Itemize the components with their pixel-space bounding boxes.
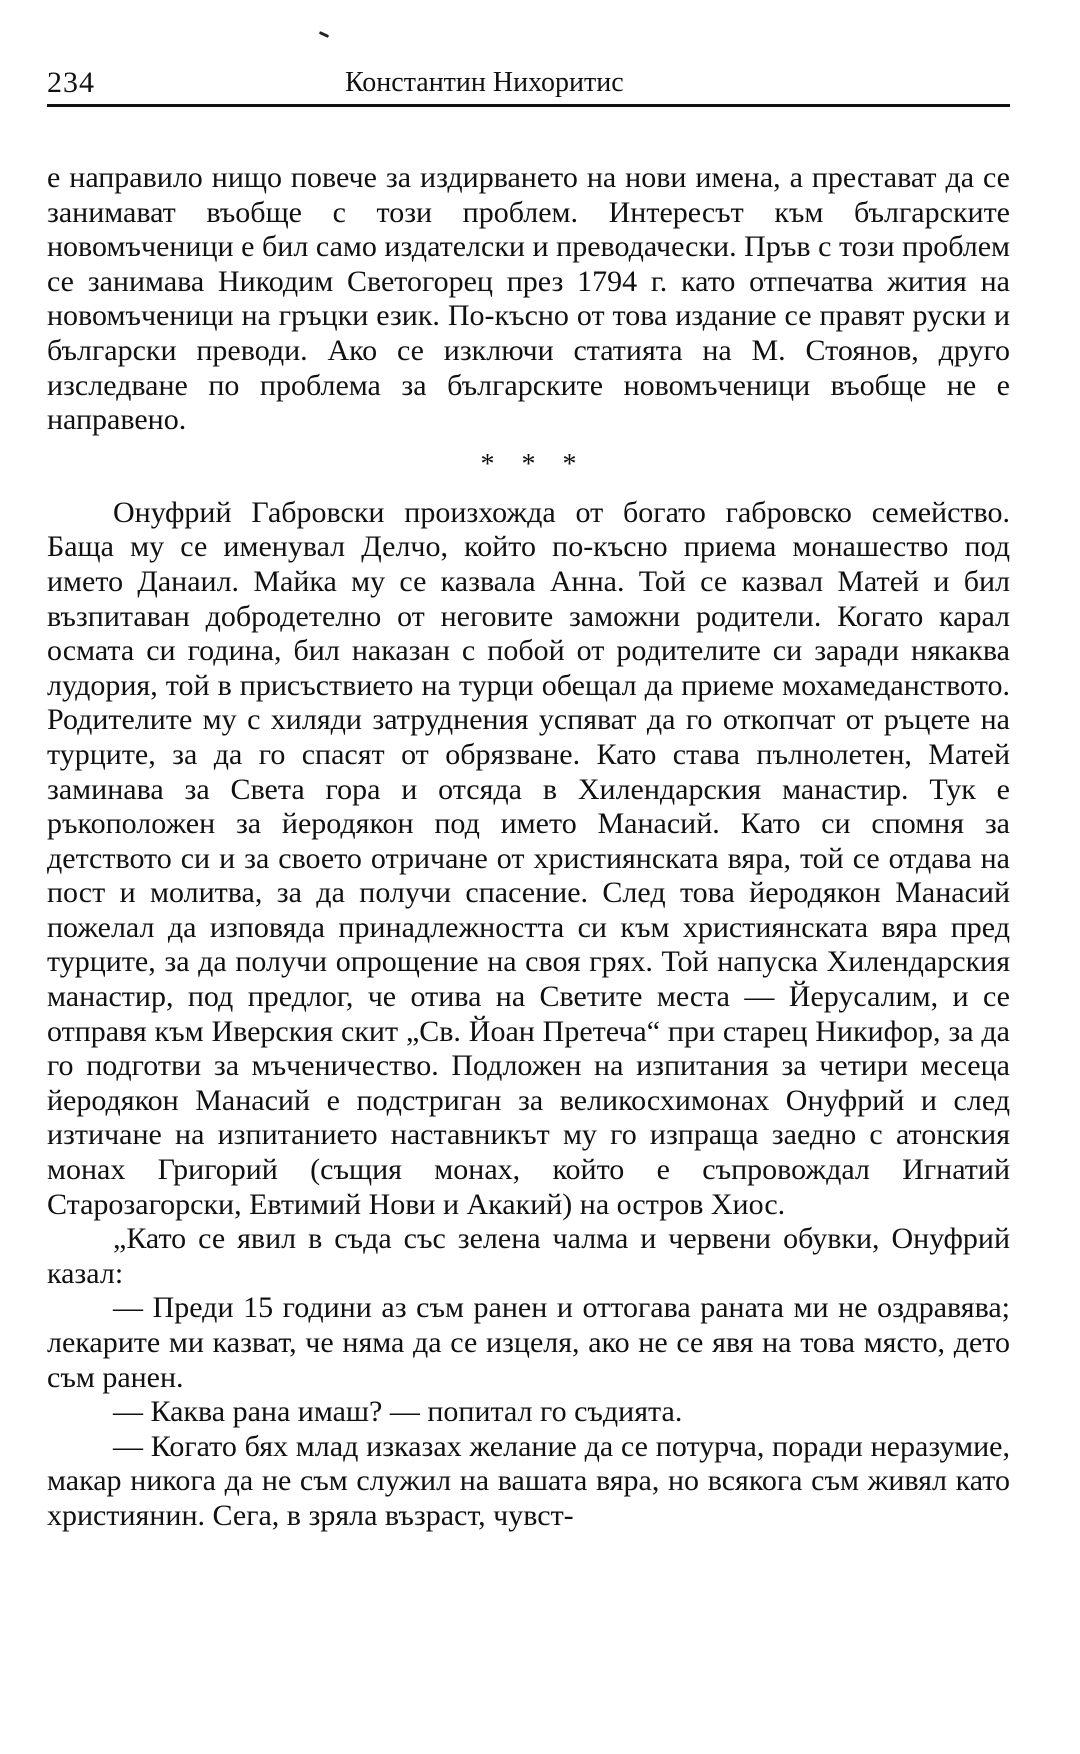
dialogue-line: — Преди 15 години аз съм ранен и оттогава раната ми не оздравява; лекарите ми казват, че няма да се изцеля, ако не се явя на това място, дето съм ранен. [47,1291,1010,1394]
body-text [47,161,1010,1534]
paragraph-quote: „Като се явил в съда със зелена чалма и червени обувки, Онуфрий казал: [47,1222,1010,1290]
page-number: 234 [47,66,95,99]
paragraph-continuation: е направило нищо повече за издирването на нови имена, а престават да се занимават въобще с този проблем. Интересът към българските новомъченици е бил само издателски и преводачески. Пръв с този проблем се занимава Никодим Светогорец през 1794 г. като отпечатва жития на новомъченици на гръцки език. По-късно от това издание се правят руски и български преводи. Ако се изключи статията на М. Стоянов, друго изследване по проблема за българските новомъченици въобще не е направено. [47,161,1010,437]
paragraph: Онуфрий Габровски произхожда от богато габровско семейство. Баща му се именувал Делчо, който по-късно приема монашество под името Данаил. Майка му се казвала Анна. Той се казвал Матей и бил възпитаван добродетелно от неговите заможни родители. Когато карал осмата си година, бил наказан с побой от родителите си заради някаква лудория, той в присъствието на турци обещал да приеме мохамеданството. Родителите му с хиляди затруднения успяват да го откопчат от ръцете на турците, за да го спасят от обрязване. Като става пълнолетен, Матей заминава за Света гора и отсяда в Хилендарския манастир. Тук е ръкоположен за йеродякон под името Манасий. Като си спомня за детството си и за своето отричане от християнската вяра, той се отдава на пост и молитва, за да получи спасение. След това йеродякон Манасий пожелал да изповяда принадлежността си към християнската вяра пред турците, за да получи опрощение на своя грях. Той напуска Хилендарския манастир, под предлог, че отива на Светите места — Йерусалим, и се отправя към Иверския скит „Св. Йоан Претеча“ при старец Никифор, за да го подготви за мъченичество. Подложен на изпитания за четири месеца йеродякон Манасий е подстриган за великосхимонах Онуфрий и след изтичане на изпитанието наставникът му го изпраща заедно с атонския монах Григорий (същия монах, който е съпровождал Игнатий Старозагорски, Евтимий Нови и Акакий) на остров Хиос. [47,495,1010,1221]
book-page [47,0,1010,1754]
dialogue-line: — Когато бях млад изказах желание да се потурча, поради неразумие, макар никога да не съм служил на вашата вяра, но всякога съм живял като християнин. Сега, в зряла възраст, чувст- [47,1429,1010,1532]
dialogue-line: — Каква рана имаш? — попитал го съдията. [113,1395,683,1429]
running-head [47,62,1010,107]
section-separator: * * * [480,448,587,480]
running-title: Константин Нихоритис [345,67,624,98]
print-speck [319,31,329,38]
